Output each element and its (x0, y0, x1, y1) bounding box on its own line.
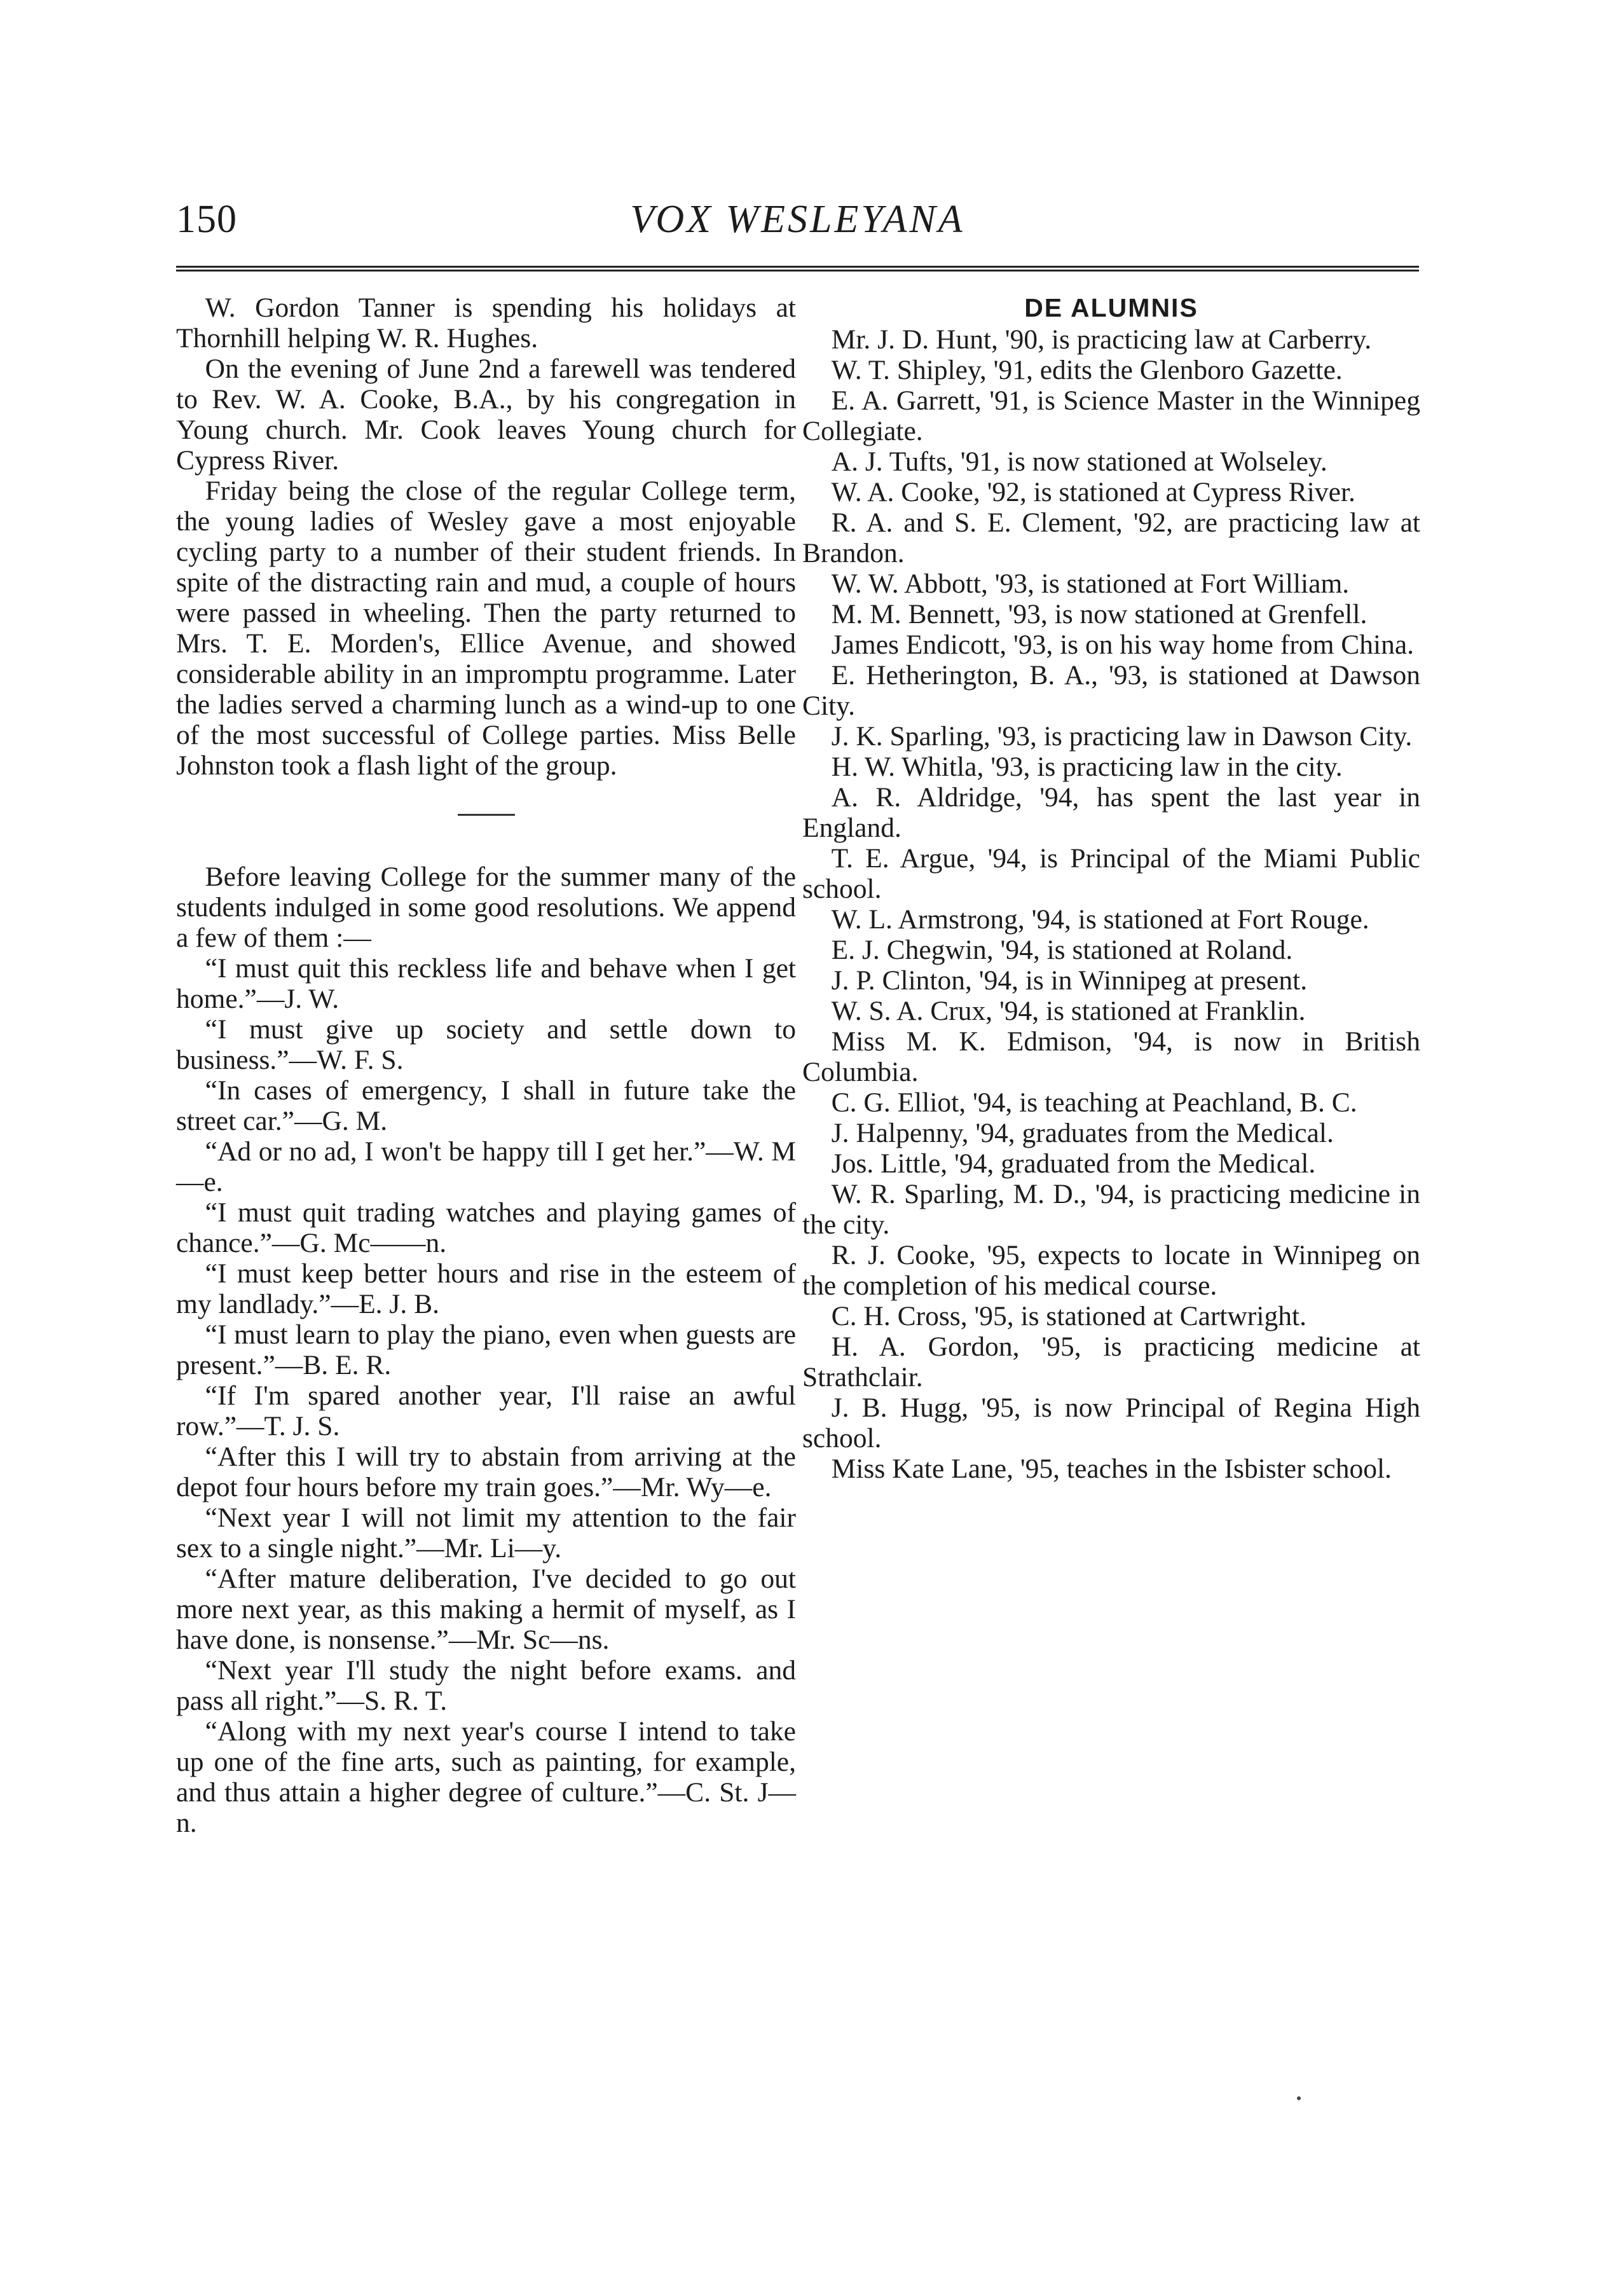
resolution-quote: “Ad or no ad, I won't be happy till I get her.”—W. M—e. (176, 1136, 796, 1197)
alumni-entry: R. A. and S. E. Clement, '92, are practicing law at Brandon. (802, 507, 1420, 568)
resolution-quote: “I must learn to play the piano, even when guests are present.”—B. E. R. (176, 1319, 796, 1380)
alumni-entry: W. T. Shipley, '91, edits the Glenboro Gazette. (831, 355, 1343, 385)
resolution-quote: “Next year I will not limit my attention to the fair sex to a single night.”—Mr. Li—y. (176, 1502, 796, 1564)
resolution-quote: “I must give up society and settle down to business.”—W. F. S. (176, 1014, 796, 1075)
page-header (176, 197, 1419, 254)
alumni-entry: T. E. Argue, '94, is Principal of the Miami Public school. (802, 843, 1420, 904)
news-paragraph: W. Gordon Tanner is spending his holidays at Thornhill helping W. R. Hughes. (176, 292, 796, 354)
alumni-entry: R. J. Cooke, '95, expects to locate in Winnipeg on the completion of his medical course. (802, 1240, 1420, 1301)
right-column (802, 292, 1420, 1484)
alumni-entry: C. H. Cross, '95, is stationed at Cartwright. (831, 1301, 1306, 1331)
section-divider (458, 814, 515, 816)
print-speck (1297, 2096, 1301, 2100)
alumni-entry: A. J. Tufts, '91, is now stationed at Wolseley. (831, 446, 1327, 477)
resolution-quote: “Along with my next year's course I intend to take up one of the fine arts, such as painting, for example, and thus attain a higher degree of culture.”—C. St. J—n. (176, 1716, 796, 1838)
alumni-entry: E. J. Chegwin, '94, is stationed at Roland. (831, 935, 1293, 965)
resolutions-intro: Before leaving College for the summer many of the students indulged in some good resolutions. We append a few of them :— (176, 862, 796, 953)
alumni-entry: C. G. Elliot, '94, is teaching at Peachland, B. C. (831, 1087, 1357, 1118)
alumni-entry: W. S. A. Crux, '94, is stationed at Franklin. (831, 996, 1306, 1026)
alumni-entry: E. Hetherington, B. A., '93, is stationed at Dawson City. (802, 660, 1420, 721)
page-number: 150 (176, 198, 237, 241)
alumni-entry: J. Halpenny, '94, graduates from the Medical. (831, 1118, 1334, 1148)
news-paragraph: Friday being the close of the regular College term, the young ladies of Wesley gave a most enjoyable cycling party to a number of their student friends. In spite of the distracting rain and mud, a couple of hours were passed in wheeling. Then the party returned to Mrs. T. E. Morden's, Ellice Avenue, and showed considerable ability in an impromptu programme. Later the ladies served a charming lunch as a wind-up to one of the most successful of College parties. Miss Belle Johnston took a flash light of the group. (176, 476, 796, 781)
alumni-entry: M. M. Bennett, '93, is now stationed at Grenfell. (831, 599, 1367, 629)
running-title: VOX WESLEYANA (630, 198, 965, 241)
resolution-quote: “Next year I'll study the night before exams. and pass all right.”—S. R. T. (176, 1655, 796, 1716)
alumni-entry: Mr. J. D. Hunt, '90, is practicing law at Carberry. (831, 324, 1372, 355)
alumni-entry: W. R. Sparling, M. D., '94, is practicing medicine in the city. (802, 1179, 1420, 1240)
alumni-entry: James Endicott, '93, is on his way home from China. (831, 629, 1415, 660)
alumni-entry: W. A. Cooke, '92, is stationed at Cypress River. (831, 477, 1355, 507)
resolution-quote: “I must keep better hours and rise in the esteem of my landlady.”—E. J. B. (176, 1258, 796, 1319)
alumni-entry: Miss M. K. Edmison, '94, is now in British Columbia. (802, 1026, 1420, 1087)
alumni-entry: W. W. Abbott, '93, is stationed at Fort William. (831, 568, 1350, 599)
resolution-quote: “I must quit this reckless life and behave when I get home.”—J. W. (176, 953, 796, 1014)
news-paragraph: On the evening of June 2nd a farewell was tendered to Rev. W. A. Cooke, B.A., by his congregation in Young church. Mr. Cook leaves Young church for Cypress River. (176, 354, 796, 476)
header-rule (176, 266, 1419, 272)
alumni-entry: J. B. Hugg, '95, is now Principal of Regina High school. (802, 1392, 1420, 1454)
alumni-entry: H. W. Whitla, '93, is practicing law in the city. (831, 752, 1343, 782)
section-heading: DE ALUMNIS (1024, 293, 1198, 322)
left-column (176, 292, 796, 1838)
resolution-quote: “If I'm spared another year, I'll raise an awful row.”—T. J. S. (176, 1380, 796, 1441)
alumni-entry: A. R. Aldridge, '94, has spent the last year in England. (802, 782, 1420, 843)
alumni-entry: J. P. Clinton, '94, is in Winnipeg at present. (831, 965, 1308, 996)
alumni-entry: H. A. Gordon, '95, is practicing medicine at Strathclair. (802, 1331, 1420, 1392)
resolution-quote: “After mature deliberation, I've decided to go out more next year, as this making a hermit of myself, as I have done, is nonsense.”—Mr. Sc—ns. (176, 1564, 796, 1655)
alumni-entry: Miss Kate Lane, '95, teaches in the Isbister school. (831, 1454, 1392, 1484)
alumni-entry: Jos. Little, '94, graduated from the Medical. (831, 1148, 1316, 1179)
alumni-entry: E. A. Garrett, '91, is Science Master in the Winnipeg Collegiate. (802, 385, 1420, 446)
alumni-entry: W. L. Armstrong, '94, is stationed at Fort Rouge. (831, 904, 1369, 935)
resolution-quote: “After this I will try to abstain from arriving at the depot four hours before my train goes.”—Mr. Wy—e. (176, 1441, 796, 1502)
resolution-quote: “I must quit trading watches and playing games of chance.”—G. Mc——n. (176, 1197, 796, 1258)
alumni-entry: J. K. Sparling, '93, is practicing law in Dawson City. (831, 721, 1413, 752)
resolution-quote: “In cases of emergency, I shall in future take the street car.”—G. M. (176, 1075, 796, 1136)
